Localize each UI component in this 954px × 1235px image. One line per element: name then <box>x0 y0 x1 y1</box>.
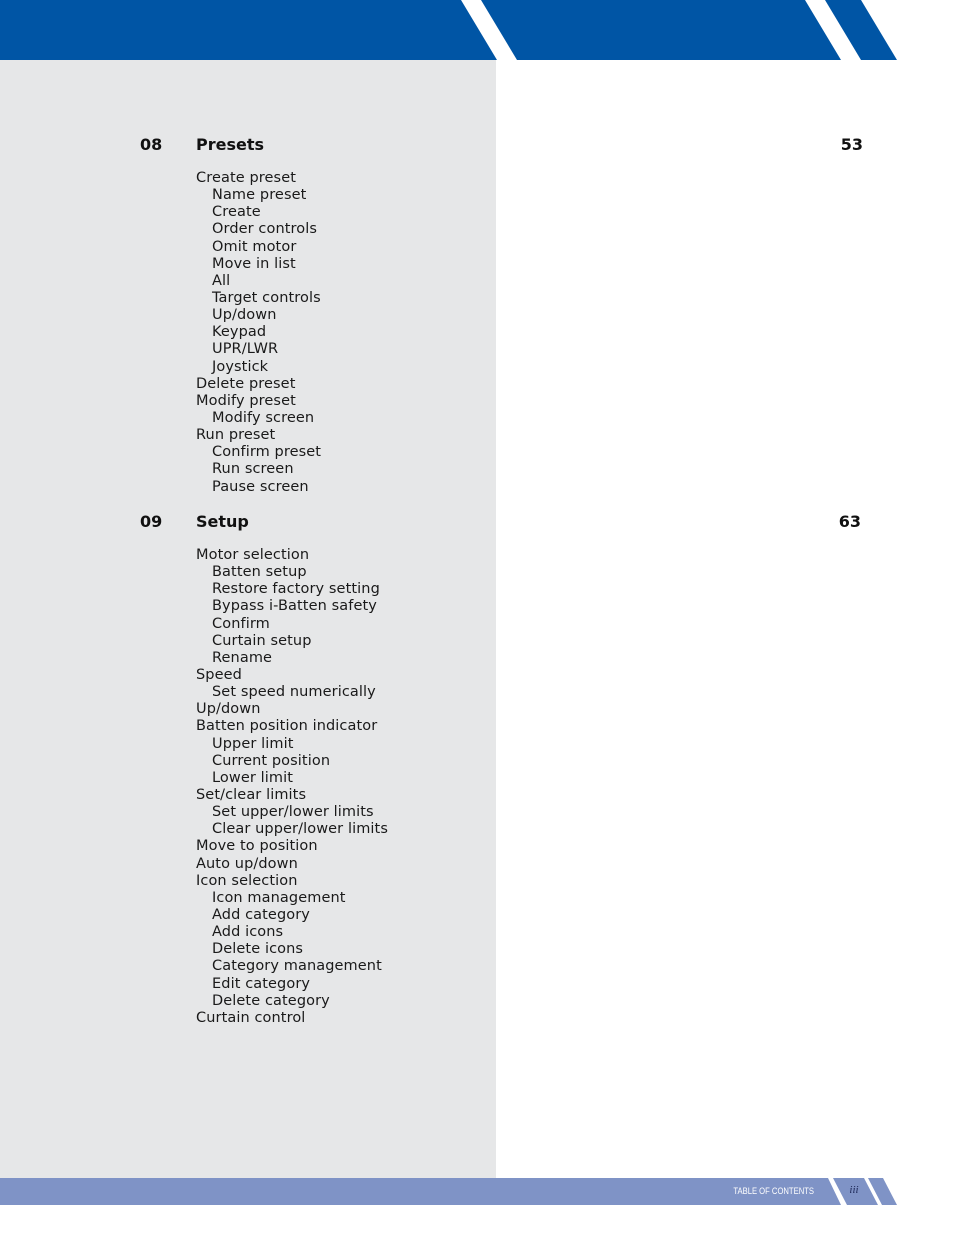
header-band-stripe <box>825 0 897 60</box>
footer-section-label: TABLE OF CONTENTS <box>733 1186 814 1196</box>
toc-subentry: Name preset <box>212 187 307 204</box>
section-title: Setup <box>196 512 249 531</box>
toc-entry: Run preset <box>196 427 276 444</box>
toc-subentry: Curtain setup <box>212 632 312 649</box>
toc-entry: Set/clear limits <box>196 786 307 803</box>
toc-subentry: Icon management <box>212 889 346 906</box>
toc-subentry: Joystick <box>212 358 269 375</box>
toc-subentry: Omit motor <box>212 238 297 255</box>
toc-entry: Up/down <box>196 701 261 718</box>
toc-subentry: Upper limit <box>212 735 294 752</box>
section-number: 08 <box>140 135 163 154</box>
toc-subentry: Lower limit <box>212 769 294 786</box>
toc-subentry: UPR/LWR <box>212 341 279 358</box>
toc-subentry: Move in list <box>212 255 296 272</box>
toc-subentry: Delete category <box>212 992 330 1009</box>
section-page-number: 63 <box>838 512 861 531</box>
toc-subentry: Delete icons <box>212 941 304 958</box>
footer-band <box>0 1178 841 1205</box>
section-number: 09 <box>140 512 163 531</box>
toc-subentry: Rename <box>212 649 273 666</box>
toc-subentry: Set speed numerically <box>212 684 376 701</box>
toc-subentry: Pause screen <box>212 478 309 495</box>
toc-entry: Icon selection <box>196 872 298 889</box>
toc-subentry: All <box>212 272 231 289</box>
toc-subentry: Order controls <box>212 221 318 238</box>
toc-entry-list <box>196 547 388 1027</box>
toc-subentry: Batten setup <box>212 564 307 581</box>
toc-subentry: Add icons <box>212 924 284 941</box>
toc-subentry: Target controls <box>212 289 321 306</box>
header-band-middle <box>481 0 841 60</box>
toc-subentry: Set upper/lower limits <box>212 804 374 821</box>
toc-subentry: Modify screen <box>212 409 315 426</box>
toc-subentry: Add category <box>212 906 310 923</box>
section-title: Presets <box>196 135 265 154</box>
toc-entry: Move to position <box>196 838 318 855</box>
toc-subentry: Up/down <box>212 307 277 324</box>
toc-subentry: Create <box>212 204 261 221</box>
toc-subentry: Restore factory setting <box>212 581 380 598</box>
toc-entry: Delete preset <box>196 375 296 392</box>
toc-subentry: Confirm <box>212 615 270 632</box>
toc-subentry: Clear upper/lower limits <box>212 821 388 838</box>
header-banner <box>0 0 954 60</box>
toc-entry: Batten position indicator <box>196 718 378 735</box>
toc-subentry: Confirm preset <box>212 444 322 461</box>
toc-subentry: Bypass i-Batten safety <box>212 598 377 615</box>
toc-entry: Curtain control <box>196 1009 306 1026</box>
footer-page-number: iii <box>849 1184 859 1196</box>
toc-subentry: Current position <box>212 752 331 769</box>
header-band-left <box>0 0 497 60</box>
toc-subentry: Keypad <box>212 324 267 341</box>
toc-subentry: Edit category <box>212 975 311 992</box>
toc-entry: Speed <box>196 666 242 683</box>
toc-entry-list <box>196 170 321 496</box>
toc-entry: Auto up/down <box>196 855 298 872</box>
toc-entry: Motor selection <box>196 547 310 563</box>
toc-entry: Modify preset <box>196 392 296 409</box>
toc-entry: Create preset <box>196 170 297 186</box>
toc-subentry: Category management <box>212 958 382 975</box>
section-page-number: 53 <box>840 135 863 154</box>
toc-subentry: Run screen <box>212 461 294 478</box>
